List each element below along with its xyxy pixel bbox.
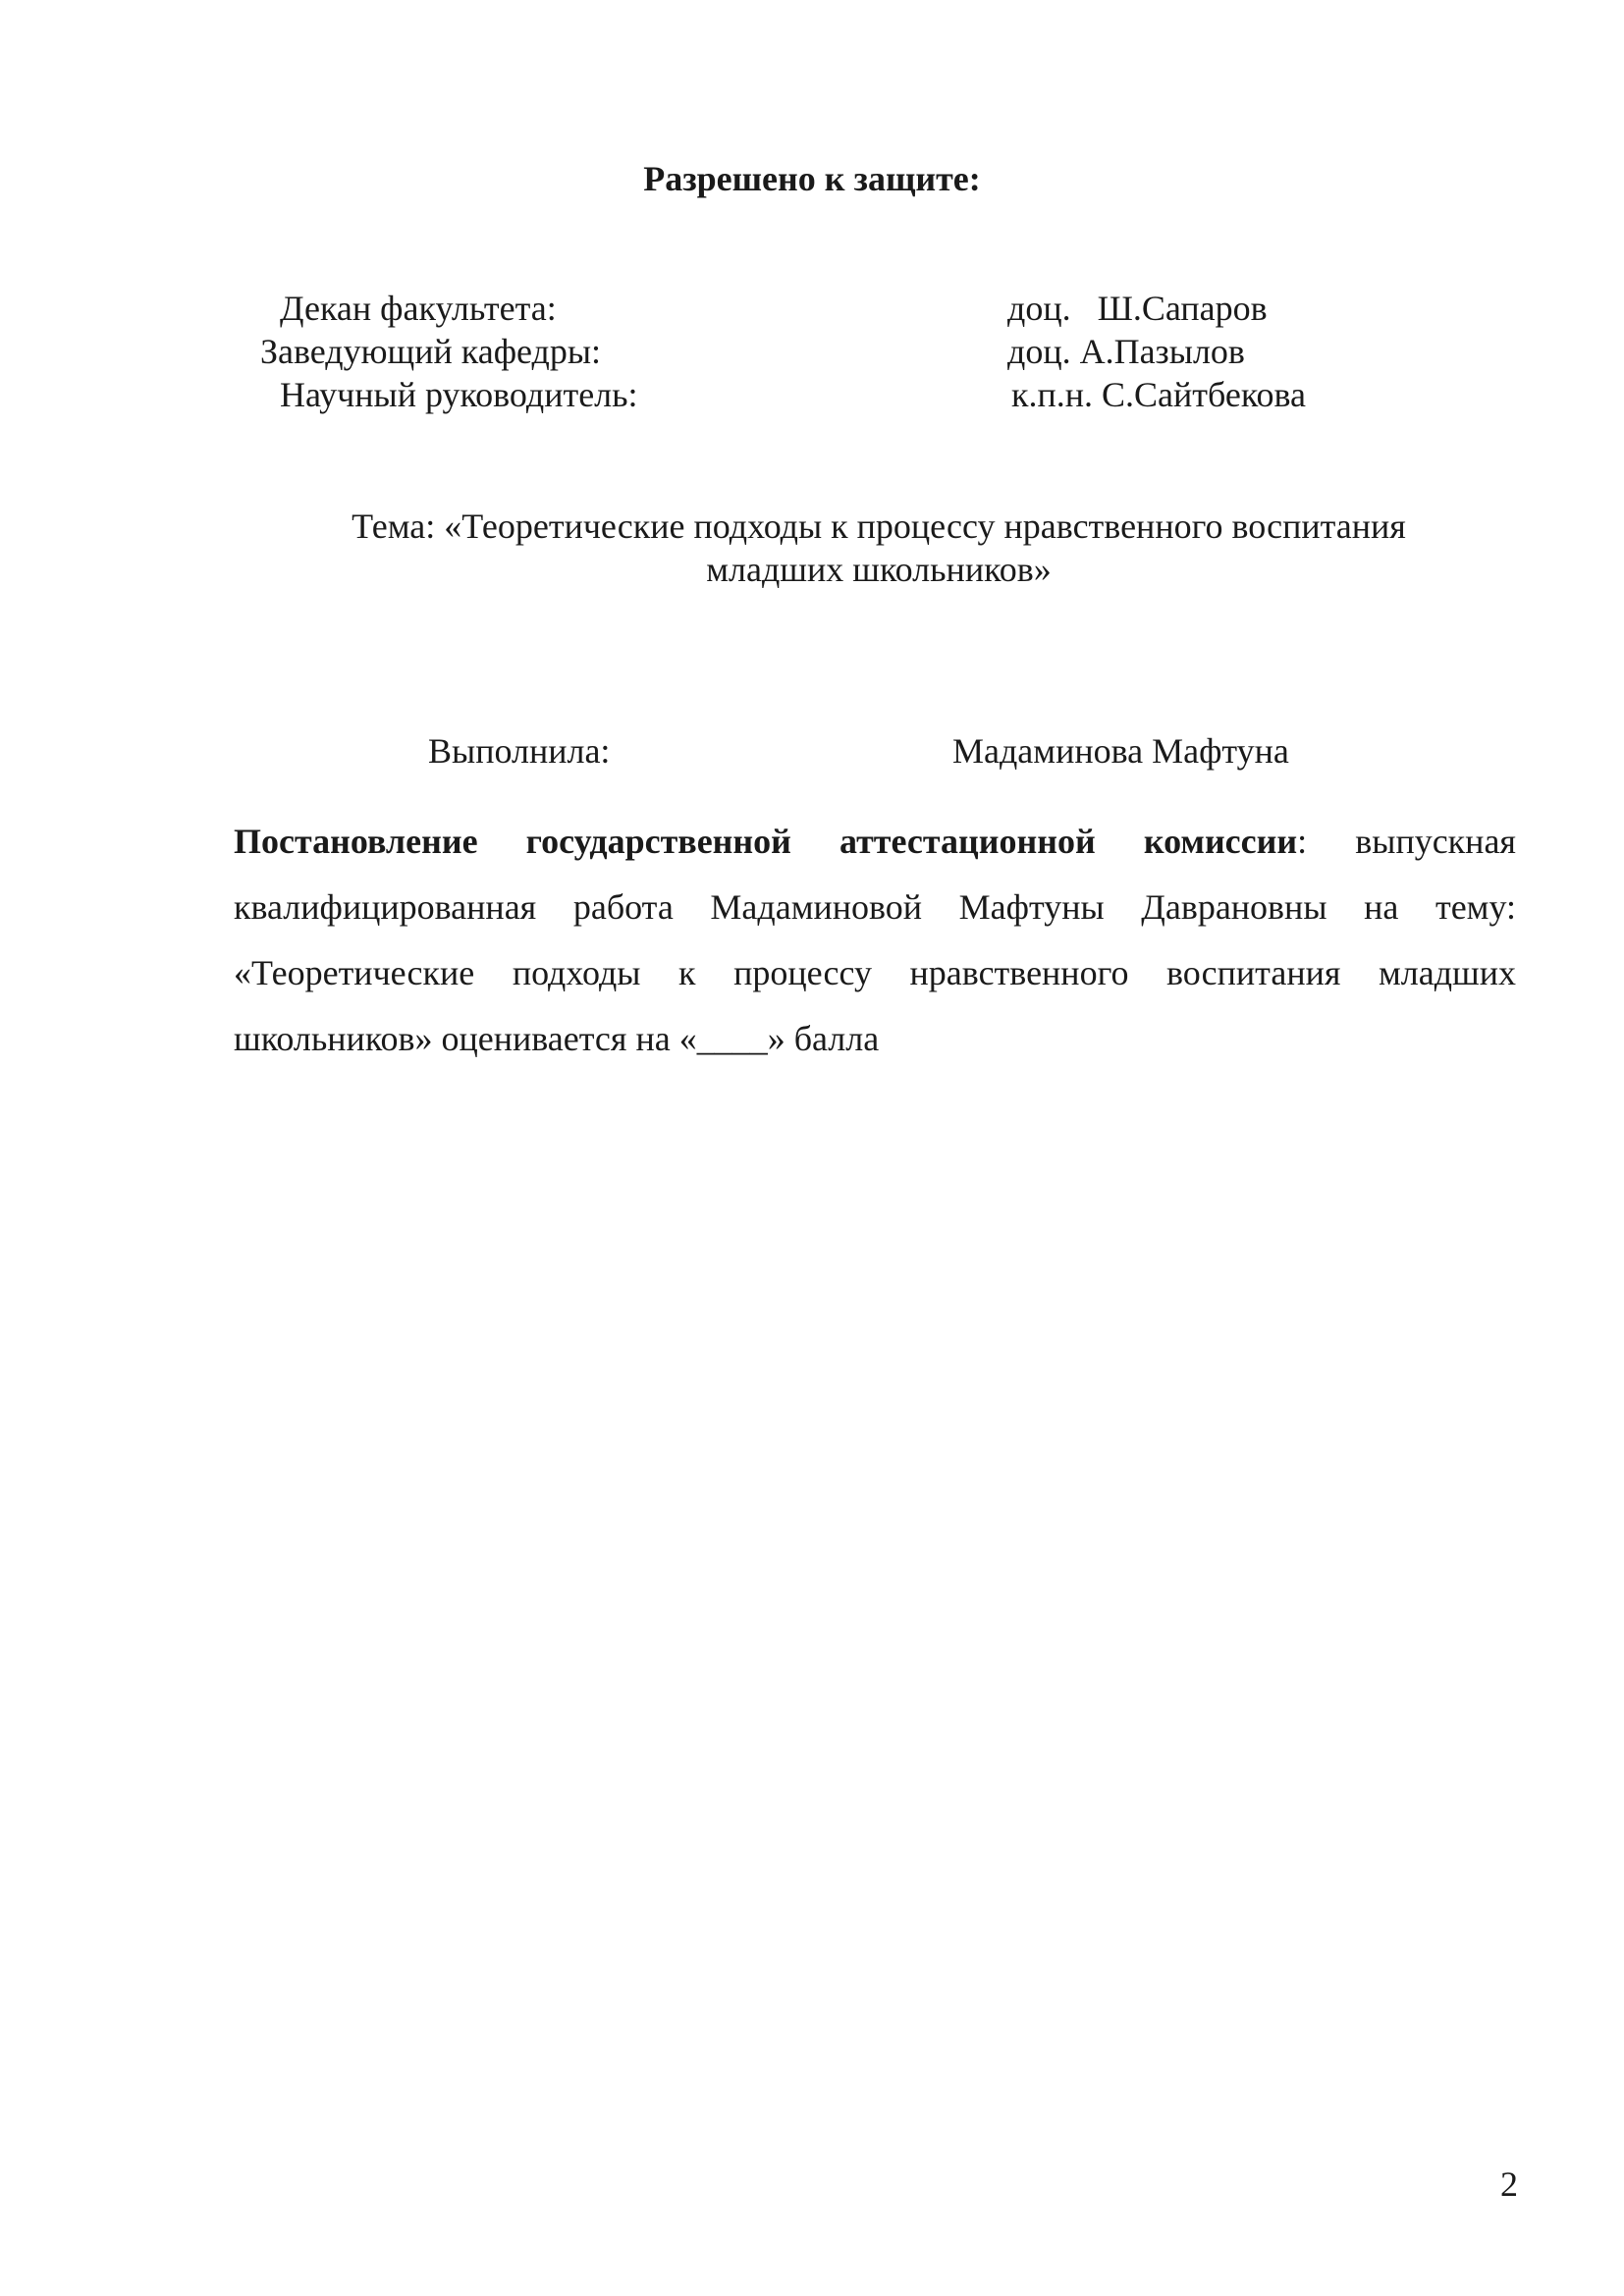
head-of-department-role: Заведующий кафедры: — [260, 332, 602, 371]
supervisor-name: к.п.н. С.Сайтбекова — [1011, 375, 1307, 414]
performed-by-label: Выполнила: — [428, 731, 611, 771]
supervisor-role: Научный руководитель: — [280, 375, 638, 414]
head-of-department-name: доц. А.Пазылов — [1007, 332, 1245, 371]
page-number: 2 — [1500, 2164, 1518, 2204]
resolution-text: : выпускная квалифицированная работа Мадаминовой Мафтуны Даврановны на тему: «Теоретические подходы к процессу нравственного воспитания младших школьников» оценивается на «____» балла — [234, 822, 1516, 1058]
thesis-theme-line-2: младших школьников» — [706, 550, 1052, 589]
resolution-title: Постановление государственной аттестационной комиссии — [234, 822, 1298, 861]
dean-name: доц. Ш.Сапаров — [1007, 289, 1268, 328]
approval-heading: Разрешено к защите: — [643, 159, 981, 198]
thesis-theme — [275, 505, 1483, 591]
performed-by-name: Мадаминова Мафтуна — [952, 731, 1289, 771]
commission-resolution — [234, 809, 1516, 1072]
dean-role: Декан факультета: — [280, 289, 557, 328]
thesis-theme-line-1: Тема: «Теоретические подходы к процессу нравственного воспитания — [352, 507, 1406, 546]
